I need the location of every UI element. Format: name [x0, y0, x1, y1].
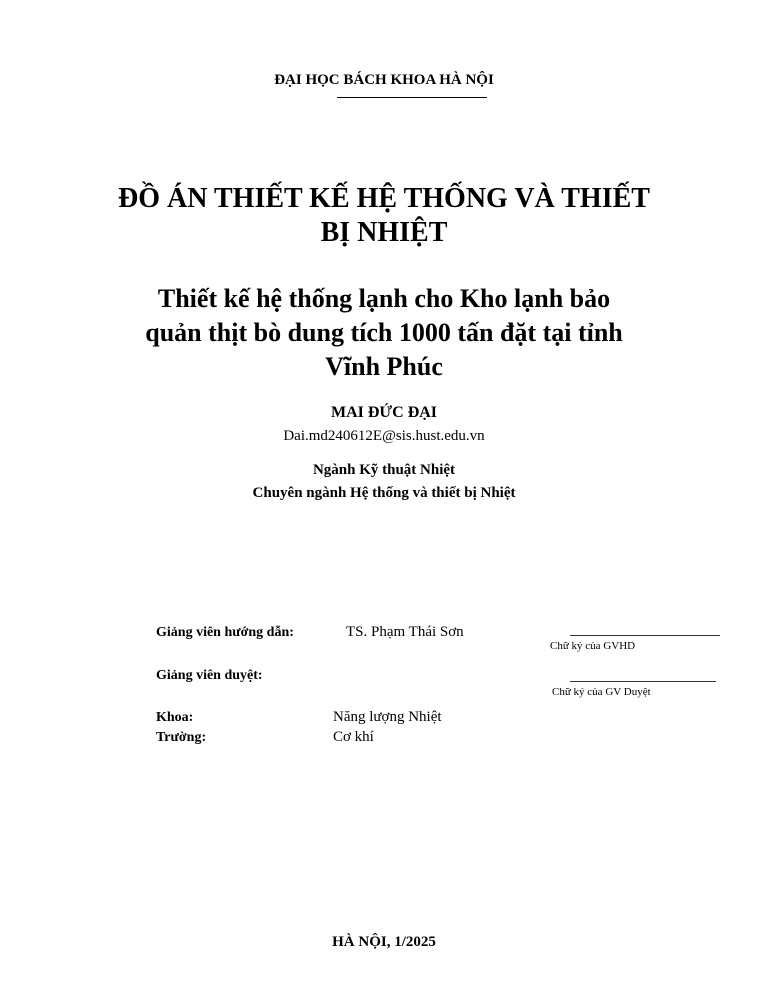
thesis-title-line-3: Vĩnh Phúc — [325, 352, 443, 381]
project-title-line-2: BỊ NHIỆT — [320, 217, 448, 248]
school-value: Cơ khí — [333, 729, 374, 745]
university-name: ĐẠI HỌC BÁCH KHOA HÀ NỘI — [274, 72, 494, 88]
school-label: Trường: — [156, 730, 207, 745]
specialization: Chuyên ngành Hệ thống và thiết bị Nhiệt — [252, 485, 516, 501]
university-underline — [337, 97, 487, 98]
author-name: MAI ĐỨC ĐẠI — [330, 404, 438, 421]
reviewer-signature-line — [570, 681, 716, 682]
author-email: Dai.md240612E@sis.hust.edu.vn — [283, 428, 485, 444]
project-title-line-1: ĐỒ ÁN THIẾT KẾ HỆ THỐNG VÀ THIẾT — [118, 183, 650, 214]
thesis-title-line-1: Thiết kế hệ thống lạnh cho Kho lạnh bảo — [157, 284, 611, 313]
supervisor-value: TS. Phạm Thái Sơn — [346, 624, 464, 640]
reviewer-label: Giảng viên duyệt: — [156, 668, 263, 683]
major: Ngành Kỹ thuật Nhiệt — [312, 462, 456, 478]
supervisor-signature-line — [570, 635, 720, 636]
thesis-title-line-2: quản thịt bò dung tích 1000 tấn đặt tại tỉnh — [145, 318, 623, 347]
place-date: HÀ NỘI, 1/2025 — [332, 934, 436, 950]
faculty-value: Năng lượng Nhiệt — [333, 709, 442, 725]
project-title — [0, 182, 768, 250]
supervisor-label: Giảng viên hướng dẫn: — [156, 625, 294, 640]
reviewer-signature-caption: Chữ ký của GV Duyệt — [552, 686, 651, 698]
faculty-label: Khoa: — [156, 710, 194, 725]
supervisor-signature-caption: Chữ ký của GVHD — [550, 640, 636, 652]
thesis-title — [0, 282, 768, 384]
